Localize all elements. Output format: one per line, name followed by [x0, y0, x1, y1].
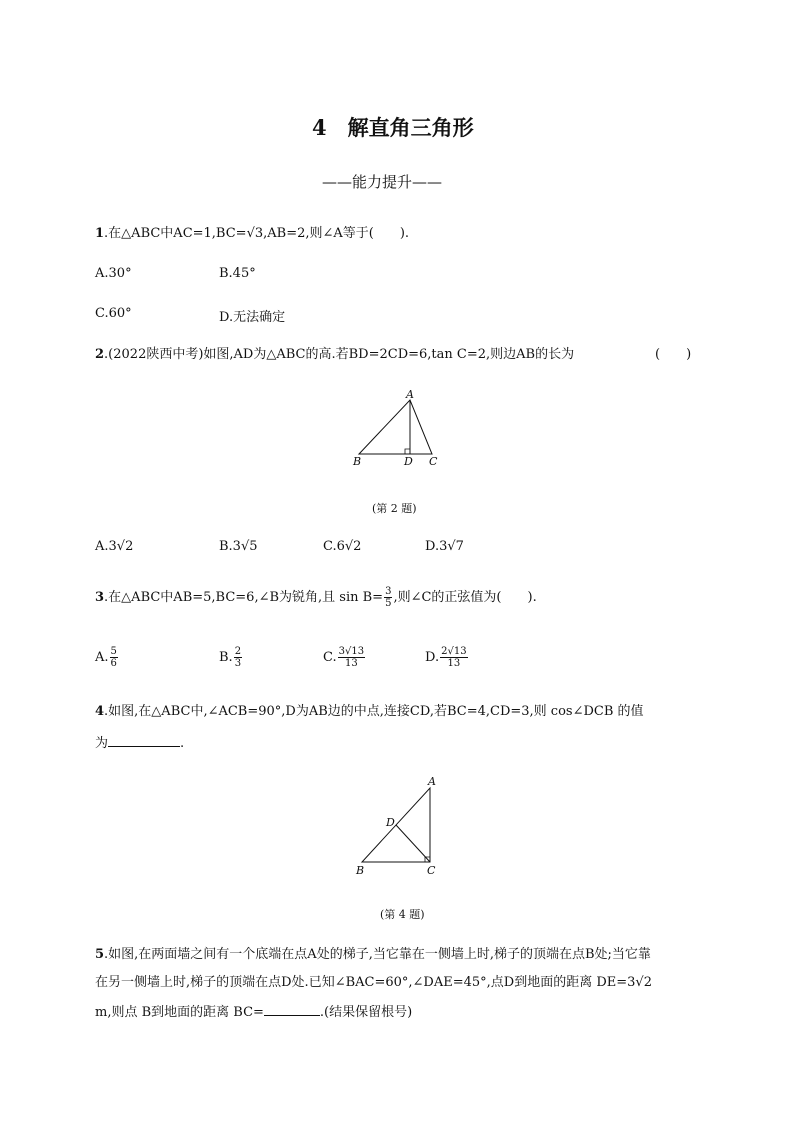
question-text: .(2022陕西中考)如图,AD为△ABC的高.若BD=2CD=6,tan C=2,则边AB的长为: [104, 347, 575, 362]
fraction-denominator: 6: [110, 658, 117, 669]
label-c: C: [429, 455, 438, 468]
fraction-denominator: 5: [385, 598, 392, 609]
label-c: C: [427, 864, 436, 877]
question-text: .在△ABC中AC=1,BC=√3,AB=2,则∠A等于( ).: [104, 226, 410, 241]
fraction: [338, 646, 365, 669]
q3-option-b: [219, 646, 243, 669]
q1-option-b: B.45°: [219, 266, 256, 281]
question-text-a: .在△ABC中AB=5,BC=6,∠B为锐角,且 sin B=: [104, 590, 384, 605]
q3-option-c: [323, 646, 366, 669]
question-text: .(结果保留根号): [319, 1005, 413, 1020]
question-2: [95, 346, 574, 364]
figure-caption: (第 4 题): [380, 908, 425, 921]
question-text: .如图,在两面墙之间有一个底端在点A处的梯子,当它靠在一侧墙上时,梯子的顶端在点B处;当它靠: [104, 947, 651, 962]
option-prefix: C.: [323, 650, 337, 665]
label-a: A: [428, 775, 436, 788]
question-number: 1: [95, 226, 105, 241]
fraction: [440, 646, 467, 669]
fraction-numerator: 2√13: [441, 646, 467, 657]
q1-option-d: D.无法确定: [219, 310, 286, 325]
question-3: [95, 586, 537, 609]
question-5: [95, 946, 651, 964]
fraction: [110, 646, 118, 669]
question-text: .如图,在△ABC中,∠ACB=90°,D为AB边的中点,连接CD,若BC=4,CD=3,则 cos∠DCB 的值: [104, 704, 644, 719]
fraction-numerator: 3: [385, 586, 392, 597]
question-text-b: ,则∠C的正弦值为( ).: [393, 590, 537, 605]
question-4: [95, 703, 644, 721]
figure-caption: (第 2 题): [372, 502, 417, 515]
fraction-denominator: 13: [344, 658, 358, 669]
fraction: [234, 646, 242, 669]
option-prefix: B.: [219, 650, 233, 665]
triangle-abc: [359, 400, 432, 454]
option-prefix: A.: [95, 650, 109, 665]
question-text: 为: [95, 736, 109, 751]
label-a: A: [406, 390, 414, 401]
q2-option-d: D.3√7: [425, 539, 464, 554]
answer-paren: ( ): [655, 347, 692, 362]
question-number: 5: [95, 947, 105, 962]
label-b: B: [353, 455, 362, 468]
fraction-denominator: 13: [447, 658, 461, 669]
answer-blank[interactable]: [264, 1002, 320, 1016]
section-subtitle: ——能力提升——: [322, 173, 443, 191]
q2-figure: [350, 390, 445, 470]
q4-figure: [350, 772, 445, 882]
question-1: [95, 225, 409, 243]
label-d: D: [404, 455, 413, 468]
fraction-denominator: 3: [234, 658, 242, 669]
q3-option-d: [425, 646, 469, 669]
question-number: 3: [95, 590, 105, 605]
question-5-line2: 在另一侧墙上时,梯子的顶端在点D处.已知∠BAC=60°,∠DAE=45°,点D到地面的距离 DE=3√2: [95, 975, 652, 990]
question-text: .: [180, 736, 185, 751]
q2-option-b: B.3√5: [219, 539, 258, 554]
q1-option-a: A.30°: [95, 266, 132, 281]
right-angle-mark: [405, 449, 410, 454]
q3-option-a: [95, 646, 119, 669]
label-b: B: [356, 864, 365, 877]
option-prefix: D.: [425, 650, 440, 665]
question-number: 4: [95, 704, 105, 719]
q1-option-c: C.60°: [95, 306, 132, 321]
page-title: 4 解直角三角形: [312, 115, 474, 140]
question-number: 2: [95, 347, 105, 362]
question-5-line3: [95, 1002, 412, 1022]
fraction: [384, 586, 392, 609]
question-4-line2: [95, 733, 184, 753]
fraction-numerator: 2: [234, 646, 242, 657]
fraction-numerator: 5: [110, 646, 117, 657]
label-d: D: [386, 816, 395, 829]
q2-option-a: A.3√2: [95, 539, 134, 554]
q2-option-c: C.6√2: [323, 539, 362, 554]
fraction-numerator: 3√13: [338, 646, 365, 657]
answer-blank[interactable]: [108, 733, 180, 747]
median-cd: [396, 825, 430, 862]
question-text: m,则点 B到地面的距离 BC=: [95, 1005, 264, 1020]
